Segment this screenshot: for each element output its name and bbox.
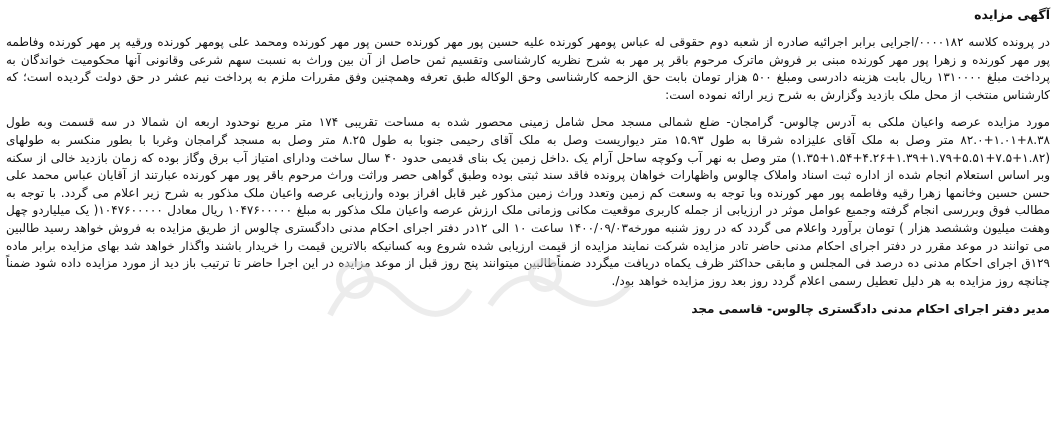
notice-document: [6, 6, 1050, 443]
notice-title: آگهی مزایده: [974, 7, 1050, 22]
notice-paragraph-intro: در پرونده کلاسه ۰۰۰۰۱۸۲/اجرایی برابر اجرائیه صادره از شعبه دوم حقوقی له عباس پومهر کورنده علیه حسین پور مهر کورنده حسن پور مهر کورنده ومحمد علی پومهر کورنده ورقیه پر مهر کورنده وفاطمه پور مهر کورنده و زهرا پور مهر کورنده مبنی بر فروش ماترک مرحوم باقر پر مهر به شرح نظریه کارشناسی وتقسیم ثمن حاصل از آن بین وراث به نسبت سهم شرعی وقانونی آنها محکومیت خواندگان به پرداخت مبلغ ۱۳۱۰۰۰۰ ریال بابت هزینه دادرسی ومبلغ ۵۰۰ هزار تومان بابت حق الزحمه کارشناسی وحق الوکاله طبق تعرفه وهمچنین وفق مقررات ملزم به پرداخت نیم عشر در حق دولت گردیده است؛ که کارشناس منتخب از محل ملک بازدید وگزارش به شرح زیر ارائه نموده است:: [6, 35, 1051, 102]
notice-paragraph-details: مورد مزایده عرصه واعیان ملکی به آدرس چالوس- گرامجان- ضلع شمالی مسجد محل شامل زمینی محصور شده به مساحت تقریبی ۱۷۴ متر مربع نوحدود اربعه ان شمالا در سه قسمت وبه طول ۸.۳۸+۱.۰۱+۸۲.۰ متر وصل به ملک آقای علیزاده شرقا به طول ۱۵.۹۳ متر دیواریست وصل به ملک آقای رحیمی جنوبا به طول ۸.۲۵ متر وصل به مسجد گرامجان وغربا با بطور منکسر به طولهای (۱.۸۲+۷.۵+۵.۵۱+۱.۷۹+۱.۳۹+۴.۲۶+۱.۵۴+۱.۳۵) متر وصل به نهر آب وکوچه ساحل آرام یک .داخل زمین یک بنای قدیمی حدود ۴۰ سال ساخت ودارای امتیاز آب برق وگاز بوده که زمان بازدید خالی از سکنه وبر اساس استعلام انجام شده از اداره ثبت اسناد واملاک چالوس واظهارات خواهان پرونده فاقد سند ثبتی بوده وطبق گواهی حصر وراثت وراث مرحوم باقر پور مهر کورنده عبارتند از آقایان عباس محمد علی حسن حسین وخانمها زهرا رقیه وفاطمه پور مهر کورنده وبا توجه به وسعت کم زمین وتعدد وراث زمین مذکور غیر قابل افراز بوده وارزیابی عرصه واعیان ملک مذکور به شرح زیر اعلام می گردد. با توجه به مطالب فوق وبررسی انجام گرفته وجمیع عوامل موثر در ارزیابی از جمله کاربری موقعیت مکانی وزمانی ملک ارزش عرصه واعیان ملک مذکور به مبلغ ۱۰۴۷۶۰۰۰۰۰ ریال معادل ۱۰۴۷۶۰۰۰۰۰( یک میلیاردو چهل وهفت میلیون وششصد هزار ) تومان برآورد واعلام می گردد که در روز شنبه مورخه۱۴۰۰/۰۹/۰۳ ساعت ۱۰ الی ۱۲در دفتر اجرای احکام مدنی دادگستری چالوس از طریق مزایده به فروش خواهد رسید طالبین می توانند در موعد مقرر در دفتر اجرای احکام مدنی حاضر تادر مزایده شرکت نمایند مزایده از قیمت ارزیابی شده شروع وبه کسانیکه بالاترین قیمت را خریدار باشند واگذار خواهد شد بهای مزایده برابر ماده ۱۲۹ق اجرای احکام مدنی ده درصد فی المجلس و مابقی حداکثر ظرف یکماه دریافت میگردد ضمناًطالبین میتوانند پنج روز قبل از موعد مزایده در این اجرا حاضر تا ترتیب باز دید از مورد مزایده داده شود ضمناً چنانچه روز مزایده به هر دلیل تعطیل رسمی اعلام گردد روز بعد روز مزایده خواهد بود/.: [6, 115, 1050, 288]
notice-signature: مدیر دفتر اجرای احکام مدنی دادگستری چالوس- قاسمی مجد: [691, 302, 1050, 317]
